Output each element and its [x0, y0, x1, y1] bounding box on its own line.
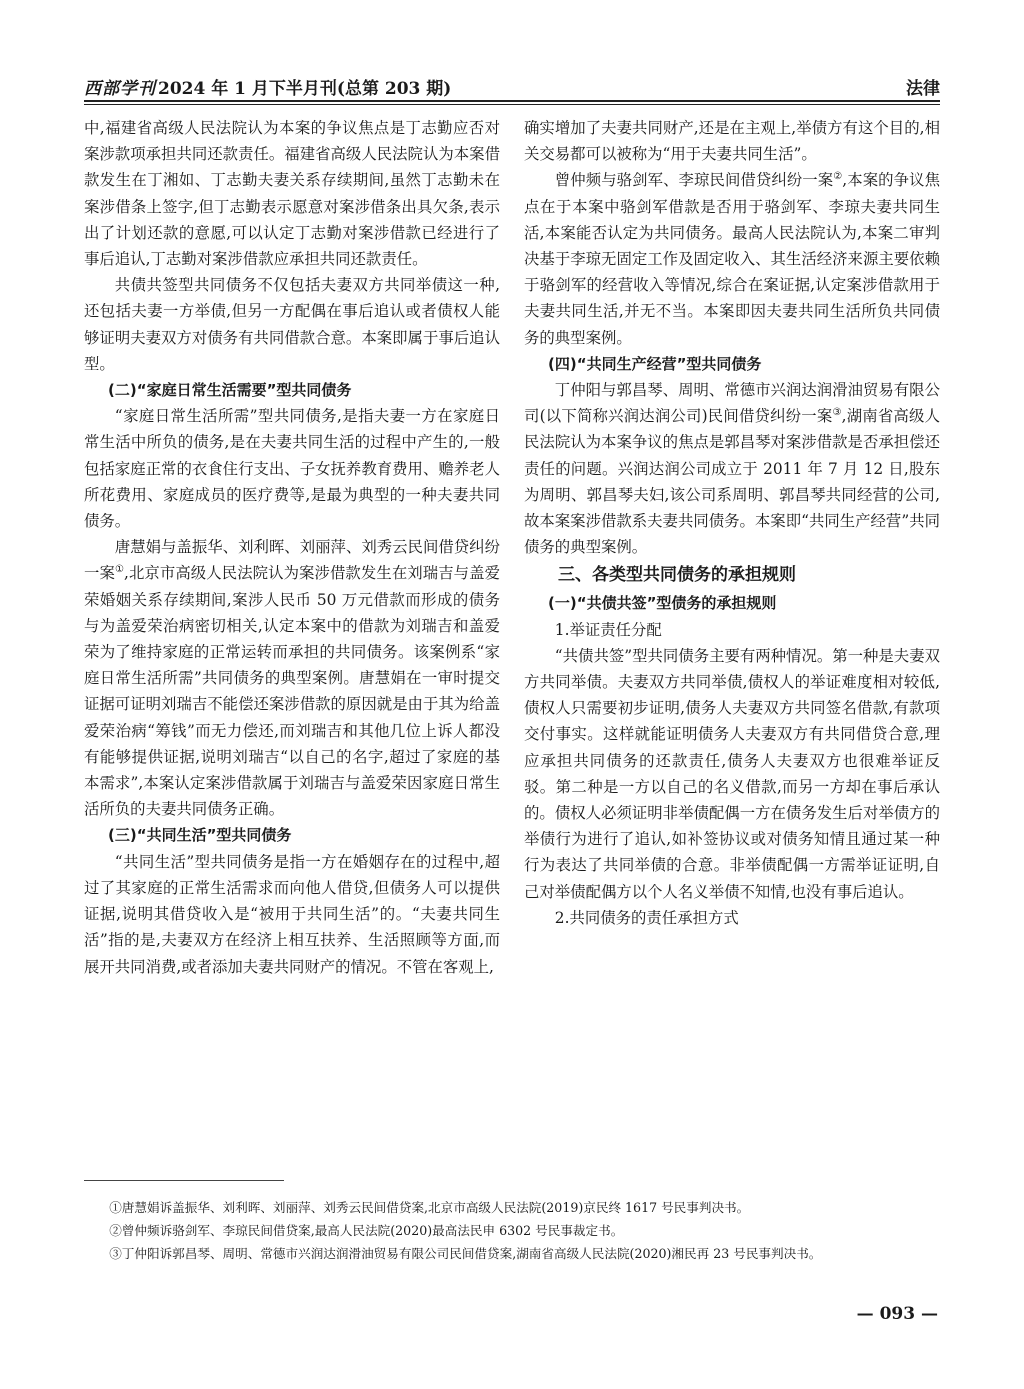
issue-info: 2024 年 1 月下半月刊(总第 203 期) [158, 79, 452, 99]
footnote-3: ③丁仲阳诉郭昌琴、周明、常德市兴润达润滑油贸易有限公司民间借贷案,湖南省高级人民法院(2020)湘民再 23 号民事判决书。 [109, 1246, 822, 1261]
paragraph-text: 确实增加了夫妻共同财产,还是在主观上,举债方有这个目的,相关交易都可以被称为“用于夫妻共同生活”。 [524, 119, 940, 164]
section-heading [84, 377, 500, 403]
paragraph-text-continued: ,湖南省高级人民法院认为本案争议的焦点是郭昌琴对案涉借款是否承担偿还责任的问题。兴润达润公司成立于 2011 年 7 月 12 日,股东为周明、郭昌琴夫妇,该公司系周明、郭昌琴共同经营的公司,故本案案涉借款系夫妻共同债务。本案即“共同生产经营”共同债务的典型案例。 [524, 407, 940, 557]
right-column [524, 115, 940, 931]
paragraph-text-continued: ,北京市高级人民法院认为案涉借款发生在刘瑞吉与盖爱荣婚姻关系存续期间,案涉人民币 50 万元借款而形成的债务与为盖爱荣治病密切相关,认定本案中的借款为刘瑞吉和盖爱荣为了维持家庭的正常运转而承担的共同债务。该案例系“家庭日常生活所需”共同债务的典型案例。唐慧娟在一审时提交证据可证明刘瑞吉不能偿还案涉借款的原因就是由于其为给盖爱荣治病“筹钱”而无力偿还,而刘瑞吉和其他几位上诉人都没有能够提供证据,说明刘瑞吉“以自己的名字,超过了家庭的基本需求”,本案认定案涉借款属于刘瑞吉与盖爱荣因家庭日常生活所负的夫妻共同债务正确。 [84, 564, 500, 819]
left-column [84, 115, 500, 980]
paragraph-text: 丁仲阳与郭昌琴、周明、常德市兴润达润滑油贸易有限公司(以下简称兴润达润公司)民间借贷纠纷一案 [524, 381, 940, 426]
paragraph-text: “共债共签”型共同债务主要有两种情况。第一种是夫妻双方共同举债。夫妻双方共同举债,债权人的举证难度相对较低,债权人只需要初步证明,债务人夫妻双方共同签名借款,有款项交付事实。这样就能证明债务人夫妻双方有共同借贷合意,理应承担共同债务的还款责任,债务人夫妻双方也很难举证反驳。第二种是一方以自己的名义借款,而另一方却在事后承认的。债权人必须证明非举债配偶一方在债务发生后对举债方的举债行为进行了追认,如补签协议或对债务知情且通过某一种行为表达了共同举债的合意。非举债配偶一方需举证证明,自己对举债配偶方以个人名义举债不知情,也没有事后追认。 [524, 646, 940, 901]
footnote-marker: ③ [832, 407, 842, 419]
paragraph-text: 共债共签型共同债务不仅包括夫妻双方共同举债这一种,还包括夫妻一方举债,但另一方配偶在事后追认或者债权人能够证明夫妻双方对债务有共同借款合意。本案即属于事后追认型。 [84, 276, 500, 373]
section-heading [524, 351, 940, 377]
paragraph [84, 272, 500, 377]
section-heading [524, 617, 940, 643]
footnote-2: ②曾仲频诉骆剑军、李琼民间借贷案,最高人民法院(2020)最高法民申 6302 号民事裁定书。 [109, 1223, 624, 1238]
header-rule [84, 100, 940, 102]
section-label: 法律 [906, 79, 940, 99]
paragraph [524, 377, 940, 560]
header-rule-thin [84, 104, 940, 105]
section-heading [524, 590, 940, 616]
footnote-marker: ① [114, 564, 124, 576]
paragraph [524, 115, 940, 167]
paragraph-text: (四)“共同生产经营”型共同债务 [548, 354, 762, 373]
journal-logo: 西部学刊 [84, 79, 156, 99]
paragraph-text: (一)“共债共签”型债务的承担规则 [548, 594, 777, 613]
paragraph [84, 403, 500, 534]
paragraph-text: (三)“共同生活”型共同债务 [108, 826, 292, 845]
running-header [84, 72, 940, 102]
page-number: — 093 — [856, 1304, 938, 1324]
paragraph-text: (二)“家庭日常生活需要”型共同债务 [108, 381, 352, 400]
paragraph-text: 唐慧娟与盖振华、刘利晖、刘丽萍、刘秀云民间借贷纠纷一案 [84, 538, 500, 583]
paragraph-text: 三、各类型共同债务的承担规则 [558, 565, 796, 586]
paragraph [84, 849, 500, 980]
section-heading [84, 822, 500, 848]
paragraph-text: “共同生活”型共同债务是指一方在婚姻存在的过程中,超过了其家庭的正常生活需求而向他人借贷,但债务人可以提供证据,说明其借贷收入是“被用于共同生活”的。“夫妻共同生活”指的是,夫妻双方在经济上相互扶养、生活照顾等方面,而展开共同消费,或者添加夫妻共同财产的情况。不管在客观上, [84, 852, 500, 976]
footnotes [84, 1196, 940, 1265]
paragraph [84, 115, 500, 272]
section-heading [524, 905, 940, 931]
paragraph-text: 中,福建省高级人民法院认为本案的争议焦点是丁志勤应否对案涉款项承担共同还款责任。福建省高级人民法院认为本案借款发生在丁湘如、丁志勤夫妻关系存续期间,虽然丁志勤未在案涉借条上签字,但丁志勤表示愿意对案涉借条出具欠条,表示出了计划还款的意愿,可以认定丁志勤对案涉借款已经进行了事后追认,丁志勤对案涉借款应承担共同还款责任。 [84, 119, 500, 269]
paragraph [84, 534, 500, 822]
paragraph-text: “家庭日常生活所需”型共同债务,是指夫妻一方在家庭日常生活中所负的债务,是在夫妻共同生活的过程中产生的,一般包括家庭正常的衣食住行支出、子女抚养教育费用、赡养老人所花费用、家庭成员的医疗费等,是最为典型的一种夫妻共同债务。 [84, 407, 500, 531]
paragraph-text-continued: ,本案的争议焦点在于本案中骆剑军借款是否用于骆剑军、李琼夫妻共同生活,本案能否认定为共同债务。最高人民法院认为,本案二审判决基于李琼无固定工作及固定收入、其生活经济来源主要依赖于骆剑军的经营收入等情况,综合在案证据,认定案涉借款用于夫妻共同生活,并无不当。本案即因夫妻共同生活所负共同债务的典型案例。 [524, 171, 940, 347]
paragraph-text: 1.举证责任分配 [554, 620, 662, 639]
paragraph-text: 曾仲频与骆剑军、李琼民间借贷纠纷一案 [554, 171, 834, 190]
paragraph [524, 643, 940, 905]
paragraph [524, 167, 940, 350]
header-journal [84, 74, 451, 99]
footnote-marker: ② [833, 171, 843, 183]
footnote-1: ①唐慧娟诉盖振华、刘利晖、刘丽萍、刘秀云民间借贷案,北京市高级人民法院(2019)京民终 1617 号民事判决书。 [109, 1200, 750, 1215]
paragraph-text: 2.共同债务的责任承担方式 [554, 908, 739, 927]
section-heading [524, 560, 940, 590]
footnote-rule [84, 1180, 284, 1181]
